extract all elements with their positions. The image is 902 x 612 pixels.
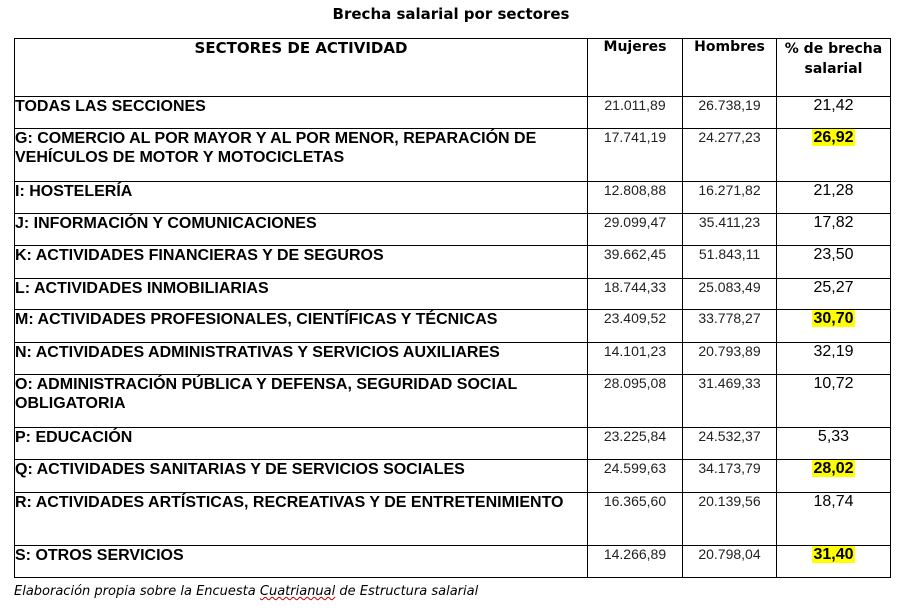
gap-value: 17,82	[813, 214, 854, 231]
sector-cell: P: EDUCACIÓN	[15, 428, 588, 460]
mujeres-cell: 16.365,60	[588, 493, 683, 546]
header-sector: SECTORES DE ACTIVIDAD	[15, 39, 588, 97]
source-note-after: de Estructura salarial	[335, 584, 479, 599]
hombres-cell: 24.277,23	[683, 129, 777, 182]
gap-value-highlighted: 28,02	[813, 460, 854, 477]
table-row	[15, 460, 891, 493]
hombres-cell: 20.798,04	[683, 546, 777, 578]
hombres-cell: 34.173,79	[683, 460, 777, 493]
table-row	[15, 279, 891, 310]
gap-value-highlighted: 30,70	[813, 310, 854, 327]
hombres-cell: 24.532,37	[683, 428, 777, 460]
gap-value: 21,42	[813, 97, 854, 114]
sector-cell: L: ACTIVIDADES INMOBILIARIAS	[15, 279, 588, 310]
sector-cell: R: ACTIVIDADES ARTÍSTICAS, RECREATIVAS Y DE ENTRETENIMIENTO	[15, 493, 588, 546]
table-row	[15, 214, 891, 246]
mujeres-cell: 12.808,88	[588, 182, 683, 214]
gap-value: 32,19	[813, 343, 854, 360]
header-row	[15, 39, 891, 97]
sector-cell: Q: ACTIVIDADES SANITARIAS Y DE SERVICIOS SOCIALES	[15, 460, 588, 493]
mujeres-cell: 23.225,84	[588, 428, 683, 460]
gap-cell	[777, 310, 891, 343]
sector-cell: K: ACTIVIDADES FINANCIERAS Y DE SEGUROS	[15, 246, 588, 279]
gap-cell	[777, 546, 891, 578]
table-row	[15, 182, 891, 214]
gap-value: 18,74	[813, 493, 854, 510]
gap-cell	[777, 246, 891, 279]
sector-cell: S: OTROS SERVICIOS	[15, 546, 588, 578]
sector-cell: O: ADMINISTRACIÓN PÚBLICA Y DEFENSA, SEGURIDAD SOCIAL OBLIGATORIA	[15, 375, 588, 428]
header-gap-line1: % de brecha	[784, 41, 883, 57]
mujeres-cell: 23.409,52	[588, 310, 683, 343]
header-hombres: Hombres	[683, 39, 777, 97]
table-row	[15, 428, 891, 460]
wage-gap-table	[14, 38, 891, 578]
gap-value-highlighted: 26,92	[813, 129, 854, 146]
mujeres-cell: 39.662,45	[588, 246, 683, 279]
table-row	[15, 375, 891, 428]
table-row	[15, 129, 891, 182]
hombres-cell: 35.411,23	[683, 214, 777, 246]
gap-cell	[777, 343, 891, 375]
gap-cell	[777, 493, 891, 546]
sector-cell: I: HOSTELERÍA	[15, 182, 588, 214]
hombres-cell: 20.793,89	[683, 343, 777, 375]
gap-cell	[777, 97, 891, 129]
mujeres-cell: 29.099,47	[588, 214, 683, 246]
sector-cell: TODAS LAS SECCIONES	[15, 97, 588, 129]
gap-cell	[777, 375, 891, 428]
mujeres-cell: 28.095,08	[588, 375, 683, 428]
table-row	[15, 343, 891, 375]
gap-value: 21,28	[813, 182, 854, 199]
gap-value: 25,27	[813, 279, 854, 296]
gap-cell	[777, 279, 891, 310]
sector-cell: M: ACTIVIDADES PROFESIONALES, CIENTÍFICAS Y TÉCNICAS	[15, 310, 588, 343]
gap-cell	[777, 214, 891, 246]
table-title: Brecha salarial por sectores	[332, 5, 570, 23]
gap-value: 10,72	[813, 375, 854, 392]
hombres-cell: 20.139,56	[683, 493, 777, 546]
header-gap	[777, 39, 891, 97]
hombres-cell: 16.271,82	[683, 182, 777, 214]
table-row	[15, 246, 891, 279]
sector-cell: N: ACTIVIDADES ADMINISTRATIVAS Y SERVICIOS AUXILIARES	[15, 343, 588, 375]
table-row	[15, 493, 891, 546]
mujeres-cell: 21.011,89	[588, 97, 683, 129]
hombres-cell: 31.469,33	[683, 375, 777, 428]
table-row	[15, 310, 891, 343]
mujeres-cell: 14.101,23	[588, 343, 683, 375]
table-row	[15, 546, 891, 578]
header-mujeres: Mujeres	[588, 39, 683, 97]
gap-cell	[777, 182, 891, 214]
mujeres-cell: 24.599,63	[588, 460, 683, 493]
table-body	[15, 97, 891, 578]
hombres-cell: 25.083,49	[683, 279, 777, 310]
sector-cell: G: COMERCIO AL POR MAYOR Y AL POR MENOR, REPARACIÓN DE VEHÍCULOS DE MOTOR Y MOTOCICLETAS	[15, 129, 588, 182]
table-row	[15, 97, 891, 129]
source-note-before: Elaboración propia sobre la Encuesta	[14, 584, 260, 599]
mujeres-cell: 18.744,33	[588, 279, 683, 310]
gap-value-highlighted: 31,40	[813, 546, 854, 563]
gap-cell	[777, 129, 891, 182]
gap-cell	[777, 460, 891, 493]
hombres-cell: 26.738,19	[683, 97, 777, 129]
source-note	[14, 584, 478, 599]
sector-cell: J: INFORMACIÓN Y COMUNICACIONES	[15, 214, 588, 246]
gap-value: 23,50	[813, 246, 854, 263]
source-note-flagged-word: Cuatrianual	[259, 584, 336, 599]
header-gap-line2: salarial	[804, 61, 863, 77]
hombres-cell: 33.778,27	[683, 310, 777, 343]
gap-value: 5,33	[817, 428, 850, 445]
gap-cell	[777, 428, 891, 460]
hombres-cell: 51.843,11	[683, 246, 777, 279]
mujeres-cell: 17.741,19	[588, 129, 683, 182]
mujeres-cell: 14.266,89	[588, 546, 683, 578]
